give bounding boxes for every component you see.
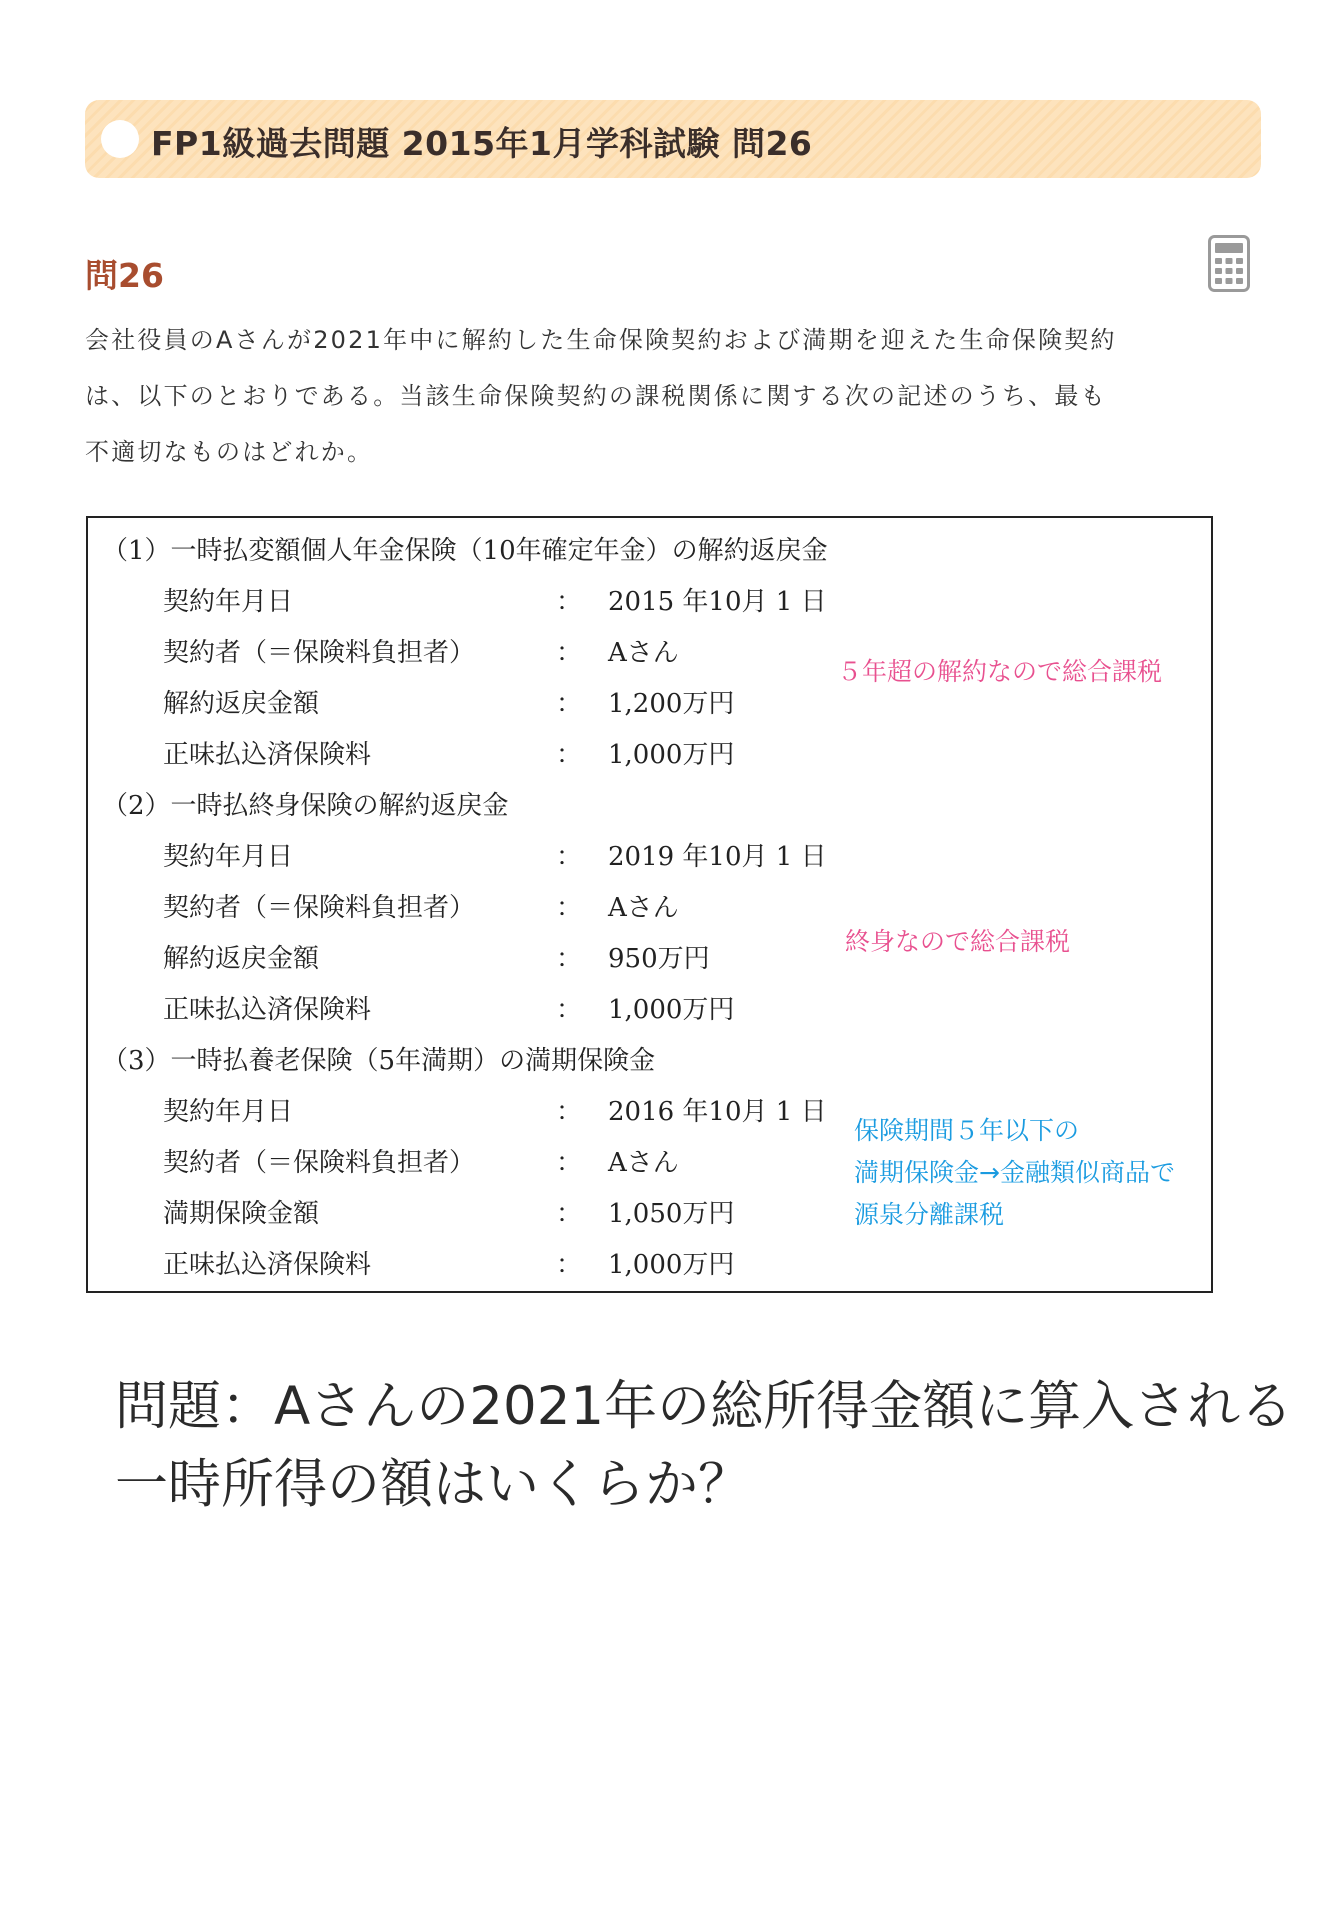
problem-line: 一時所得の額はいくらか？ <box>115 1454 751 1515</box>
row-value: 950万円 <box>608 944 710 974</box>
row-label: 契約年月日 <box>163 842 294 872</box>
row-value: 2019 年10月 1 日 <box>608 842 827 872</box>
row-colon: ： <box>556 1097 583 1127</box>
row-label: 契約者（＝保険料負担者） <box>163 638 476 668</box>
row-value: 1,000万円 <box>608 1250 735 1280</box>
row-label: 正味払込済保険料 <box>163 1250 372 1280</box>
question-text <box>85 312 1275 480</box>
problem-line: 問題：Aさんの2021年の総所得金額に算入される <box>115 1376 1294 1437</box>
row-colon: ： <box>556 1250 583 1280</box>
annotation-note-1: ５年超の解約なので総合課税 <box>837 657 1163 686</box>
row-colon: ： <box>556 995 583 1025</box>
row-value: Aさん <box>608 638 679 668</box>
row-colon: ： <box>556 638 583 668</box>
row-colon: ： <box>556 689 583 719</box>
row-value: 1,000万円 <box>608 740 735 770</box>
problem-statement <box>115 1368 1315 1524</box>
row-label: 契約年月日 <box>163 587 294 617</box>
section-title: （3）一時払養老保険（5年満期）の満期保険金 <box>102 1046 656 1076</box>
row-colon: ： <box>556 842 583 872</box>
bullet-circle-icon <box>101 120 139 158</box>
row-value: 1,000万円 <box>608 995 735 1025</box>
section-title: （1）一時払変額個人年金保険（10年確定年金）の解約返戻金 <box>102 536 828 566</box>
row-label: 契約者（＝保険料負担者） <box>163 893 476 923</box>
page-title: FP1級過去問題 2015年1月学科試験 問26 <box>151 124 813 163</box>
row-colon: ： <box>556 740 583 770</box>
row-label: 正味払込済保険料 <box>163 740 372 770</box>
row-colon: ： <box>556 1199 583 1229</box>
row-value: Aさん <box>608 1148 679 1178</box>
row-value: 1,200万円 <box>608 689 735 719</box>
annotation-line: 源泉分離課税 <box>854 1200 1005 1229</box>
row-label: 満期保険金額 <box>163 1199 320 1229</box>
question-line: 会社役員のAさんが2021年中に解約した生命保険契約および満期を迎えた生命保険契約 <box>85 326 1117 354</box>
row-label: 契約年月日 <box>163 1097 294 1127</box>
row-label: 契約者（＝保険料負担者） <box>163 1148 476 1178</box>
row-value: 2015 年10月 1 日 <box>608 587 827 617</box>
annotation-line: 保険期間５年以下の <box>854 1116 1080 1145</box>
annotation-note-2: 終身なので総合課税 <box>845 927 1071 956</box>
calculator-icon[interactable] <box>1208 235 1250 292</box>
annotation-line: 満期保険金→金融類似商品で <box>854 1158 1175 1187</box>
row-label: 解約返戻金額 <box>163 944 320 974</box>
row-label: 解約返戻金額 <box>163 689 320 719</box>
row-colon: ： <box>556 944 583 974</box>
section-title: （2）一時払終身保険の解約返戻金 <box>102 791 509 821</box>
row-value: Aさん <box>608 893 679 923</box>
annotation-note-3 <box>854 1110 1175 1236</box>
row-colon: ： <box>556 893 583 923</box>
row-label: 正味払込済保険料 <box>163 995 372 1025</box>
question-heading: 問26 <box>85 256 164 295</box>
row-colon: ： <box>556 1148 583 1178</box>
header-banner <box>85 100 1261 178</box>
question-line: は、以下のとおりである。当該生命保険契約の課税関係に関する次の記述のうち、最も <box>85 382 1107 410</box>
row-value: 1,050万円 <box>608 1199 735 1229</box>
question-line: 不適切なものはどれか。 <box>85 438 374 466</box>
row-value: 2016 年10月 1 日 <box>608 1097 827 1127</box>
row-colon: ： <box>556 587 583 617</box>
